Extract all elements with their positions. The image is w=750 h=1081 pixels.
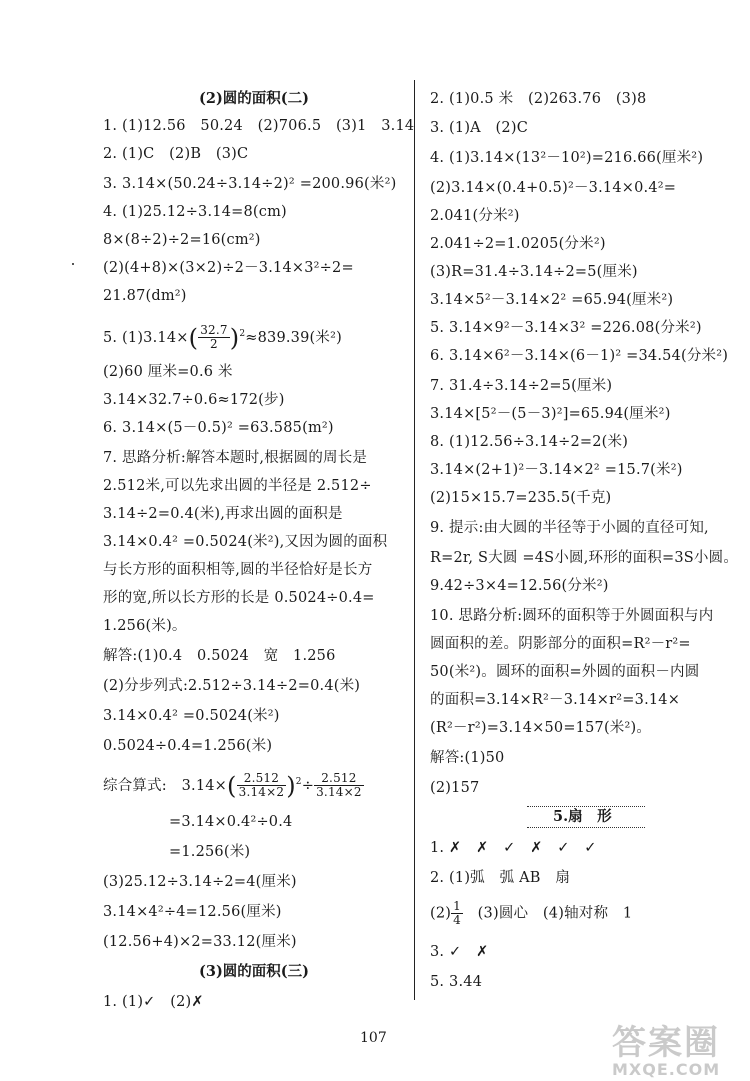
answer-line: (2)157 bbox=[430, 780, 480, 796]
fraction bbox=[314, 772, 364, 799]
paren-close: ) bbox=[229, 323, 240, 352]
answer-line: 圆面积的差。阴影部分的面积=R²－r²= bbox=[430, 636, 691, 652]
section-heading-sector: 5.扇 形 bbox=[553, 808, 612, 825]
answer-line: 3.14÷2=0.4(米),再求出圆的面积是 bbox=[103, 506, 343, 522]
answer-line: 2. (1)0.5 米 (2)263.76 (3)8 bbox=[430, 91, 647, 107]
fraction-denominator: 3.14×2 bbox=[316, 785, 362, 800]
expr-prefix: 5. (1)3.14× bbox=[103, 329, 189, 346]
answer-line: =1.256(米) bbox=[169, 844, 251, 860]
answer-line: 2. (1)C (2)B (3)C bbox=[103, 146, 249, 162]
paren-open: ( bbox=[188, 323, 199, 352]
answer-line: (2)(4+8)×(3×2)÷2－3.14×3²÷2= bbox=[103, 260, 354, 276]
paren-close: ) bbox=[286, 771, 296, 800]
answer-line: 6. 3.14×(5－0.5)² =63.585(m²) bbox=[103, 420, 334, 436]
fraction bbox=[237, 772, 287, 799]
answer-line: 1.256(米)。 bbox=[103, 618, 187, 634]
paren-open: ( bbox=[227, 771, 237, 800]
answer-line: 3.14×(2+1)²－3.14×2² =15.7(米²) bbox=[430, 462, 683, 478]
section-heading-area-2: (2)圆的面积(二) bbox=[199, 90, 310, 107]
exponent: 2 bbox=[239, 329, 246, 339]
expr-suffix: (3)圆心 (4)轴对称 1 bbox=[462, 905, 633, 922]
answer-line: (2)3.14×(0.4+0.5)²－3.14×0.4²= bbox=[430, 180, 677, 196]
fraction-denominator: 4 bbox=[453, 913, 461, 927]
answer-line: R=2r, S大圆 =4S小圆,环形的面积=3S小圆。 bbox=[430, 550, 739, 566]
answer-line: 1. ✗ ✗ ✓ ✗ ✓ ✓ bbox=[430, 840, 597, 856]
answer-line: 解答:(1)0.4 0.5024 宽 1.256 bbox=[103, 648, 336, 664]
answer-line: 3.14×0.4² =0.5024(米²) bbox=[103, 708, 280, 724]
answer-line-fraction bbox=[430, 900, 632, 927]
fraction-denominator: 2 bbox=[210, 337, 218, 352]
fraction bbox=[198, 324, 230, 351]
answer-line: 5. 3.14×9²－3.14×3² =226.08(分米²) bbox=[430, 320, 702, 336]
expr-prefix: (2) bbox=[430, 905, 452, 922]
exponent: 2 bbox=[295, 777, 302, 787]
answer-line: 50(米²)。圆环的面积=外圆的面积－内圆 bbox=[430, 664, 700, 680]
watermark-logo bbox=[612, 1015, 742, 1077]
answer-line: 3.14×0.4² =0.5024(米²),又因为圆的面积 bbox=[103, 534, 388, 550]
fraction-numerator: 1 bbox=[453, 899, 461, 913]
column-divider bbox=[414, 80, 415, 1000]
answer-line: 9.42÷3×4=12.56(分米²) bbox=[430, 578, 609, 594]
answer-line: 2.041(分米²) bbox=[430, 208, 520, 224]
answer-line: 与长方形的面积相等,圆的半径恰好是长方 bbox=[103, 562, 373, 578]
answer-line: (12.56+4)×2=33.12(厘米) bbox=[103, 934, 297, 950]
fraction-numerator: 32.7 bbox=[200, 323, 228, 338]
expr-prefix: 综合算式: 3.14× bbox=[103, 777, 228, 794]
fraction bbox=[451, 900, 463, 927]
fraction-denominator: 3.14×2 bbox=[238, 785, 285, 800]
watermark-url: MXQE.COM bbox=[612, 1060, 721, 1079]
answer-line: 7. 思路分析:解答本题时,根据圆的周长是 bbox=[103, 450, 368, 466]
scan-dot bbox=[72, 263, 74, 265]
answer-line: 9. 提示:由大圆的半径等于小圆的直径可知, bbox=[430, 520, 709, 536]
answer-line-fraction bbox=[103, 324, 342, 351]
answer-line: 1. (1)12.56 50.24 (2)706.5 (3)1 3.14 bbox=[103, 118, 415, 134]
answer-line: =3.14×0.4²÷0.4 bbox=[169, 814, 293, 830]
answer-line: 8. (1)12.56÷3.14÷2=2(米) bbox=[430, 434, 629, 450]
answer-line: 6. 3.14×6²－3.14×(6－1)² =34.54(分米²) bbox=[430, 348, 729, 364]
answer-line: 3. (1)A (2)C bbox=[430, 120, 528, 136]
answer-line: 解答:(1)50 bbox=[430, 750, 505, 766]
section-title-sector bbox=[527, 806, 645, 828]
fraction-numerator: 2.512 bbox=[314, 772, 364, 786]
section-heading-area-3: (3)圆的面积(三) bbox=[199, 963, 310, 980]
page-number: 107 bbox=[360, 1030, 387, 1046]
watermark-text: 答案圈 bbox=[612, 1023, 720, 1063]
answer-line: 4. (1)25.12÷3.14=8(cm) bbox=[103, 204, 287, 220]
answer-line: 2. (1)弧 弧 AB 扇 bbox=[430, 870, 571, 886]
answer-line: 1. (1)✓ (2)✗ bbox=[103, 994, 204, 1010]
answer-line: 3.14×32.7÷0.6≈172(步) bbox=[103, 392, 285, 408]
answer-line: 0.5024÷0.4=1.256(米) bbox=[103, 738, 273, 754]
answer-line: (2)60 厘米=0.6 米 bbox=[103, 364, 233, 380]
answer-line: (3)R=31.4÷3.14÷2=5(厘米) bbox=[430, 264, 638, 280]
answer-line: (2)15×15.7=235.5(千克) bbox=[430, 490, 612, 506]
answer-line: 2.041÷2=1.0205(分米²) bbox=[430, 236, 606, 252]
answer-line: 2.512米,可以先求出圆的半径是 2.512÷ bbox=[103, 478, 372, 494]
answer-line: (R²－r²)=3.14×50=157(米²)。 bbox=[430, 720, 652, 736]
expr-divide: ÷ bbox=[301, 777, 315, 794]
answer-line: 7. 31.4÷3.14÷2=5(厘米) bbox=[430, 378, 613, 394]
answer-line: 8×(8÷2)÷2=16(cm²) bbox=[103, 232, 261, 248]
answer-line: 形的宽,所以长方形的长是 0.5024÷0.4= bbox=[103, 590, 375, 606]
answer-line: 的面积=3.14×R²－3.14×r²=3.14× bbox=[430, 692, 681, 708]
answer-line: 3.14×4²÷4=12.56(厘米) bbox=[103, 904, 282, 920]
answer-line-fraction bbox=[103, 772, 364, 799]
answer-line: 21.87(dm²) bbox=[103, 288, 187, 304]
fraction-numerator: 2.512 bbox=[237, 772, 287, 786]
answer-line: (3)25.12÷3.14÷2=4(厘米) bbox=[103, 874, 297, 890]
answer-line: 3.14×[5²－(5－3)²]=65.94(厘米²) bbox=[430, 406, 671, 422]
answer-line: (2)分步列式:2.512÷3.14÷2=0.4(米) bbox=[103, 678, 361, 694]
answer-line: 5. 3.44 bbox=[430, 974, 483, 990]
answer-line: 10. 思路分析:圆环的面积等于外圆面积与内 bbox=[430, 608, 714, 624]
answer-line: 3. ✓ ✗ bbox=[430, 944, 489, 960]
answer-line: 4. (1)3.14×(13²－10²)=216.66(厘米²) bbox=[430, 150, 704, 166]
expr-suffix: ≈839.39(米²) bbox=[245, 329, 342, 346]
answer-line: 3.14×5²－3.14×2² =65.94(厘米²) bbox=[430, 292, 674, 308]
answer-line: 3. 3.14×(50.24÷3.14÷2)² =200.96(米²) bbox=[103, 176, 397, 192]
